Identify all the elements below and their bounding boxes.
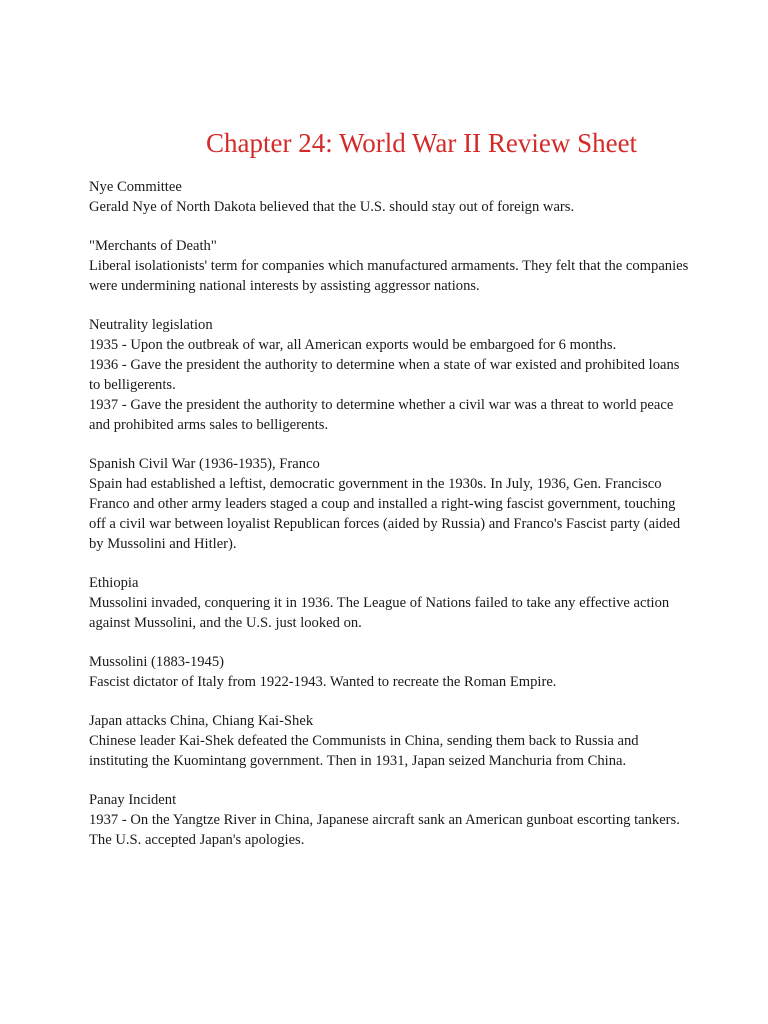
section-heading: "Merchants of Death" xyxy=(89,238,217,254)
document-title: Chapter 24: World War II Review Sheet xyxy=(206,128,638,158)
section-heading: Ethiopia xyxy=(89,575,139,591)
section-nye-committee xyxy=(89,177,689,217)
document-body xyxy=(89,177,689,869)
section-spanish-civil-war xyxy=(89,454,689,554)
section-neutrality-legislation xyxy=(89,315,689,435)
section-heading: Nye Committee xyxy=(89,179,182,195)
section-text: 1937 - On the Yangtze River in China, Japanese aircraft sank an American gunboat escorting tankers. The U.S. accepted Japan's apologies. xyxy=(89,812,680,848)
section-text: Chinese leader Kai-Shek defeated the Communists in China, sending them back to Russia and instituting the Kuomintang government. Then in 1931, Japan seized Manchuria from China. xyxy=(89,733,639,769)
section-mussolini xyxy=(89,652,689,692)
section-text: Liberal isolationists' term for companies which manufactured armaments. They felt that the companies were undermining national interests by assisting aggressor nations. xyxy=(89,258,689,294)
section-text: 1937 - Gave the president the authority to determine whether a civil war was a threat to world peace and prohibited arms sales to belligerents. xyxy=(89,397,674,433)
section-heading: Japan attacks China, Chiang Kai-Shek xyxy=(89,713,314,729)
section-heading: Panay Incident xyxy=(89,792,177,808)
section-heading: Spanish Civil War (1936-1935), Franco xyxy=(89,456,320,472)
section-text: Gerald Nye of North Dakota believed that the U.S. should stay out of foreign wars. xyxy=(89,199,575,215)
section-text: 1936 - Gave the president the authority to determine when a state of war existed and prohibited loans to belligerents. xyxy=(89,357,680,393)
section-text: Spain had established a leftist, democratic government in the 1930s. In July, 1936, Gen. Francisco Franco and other army leaders staged a coup and installed a right-wing fascist government, touching off a civil war between loyalist Republican forces (aided by Russia) and Franco's Fascist party (aided by Mussolini and Hitler). xyxy=(89,476,681,552)
section-merchants-of-death xyxy=(89,236,689,296)
section-heading: Neutrality legislation xyxy=(89,317,213,333)
section-heading: Mussolini (1883-1945) xyxy=(89,654,224,670)
section-ethiopia xyxy=(89,573,689,633)
section-japan-attacks-china xyxy=(89,711,689,771)
section-panay-incident xyxy=(89,790,689,850)
section-text: Fascist dictator of Italy from 1922-1943. Wanted to recreate the Roman Empire. xyxy=(89,674,557,690)
section-text: 1935 - Upon the outbreak of war, all American exports would be embargoed for 6 months. xyxy=(89,337,617,353)
section-text: Mussolini invaded, conquering it in 1936. The League of Nations failed to take any effective action against Mussolini, and the U.S. just looked on. xyxy=(89,595,670,631)
